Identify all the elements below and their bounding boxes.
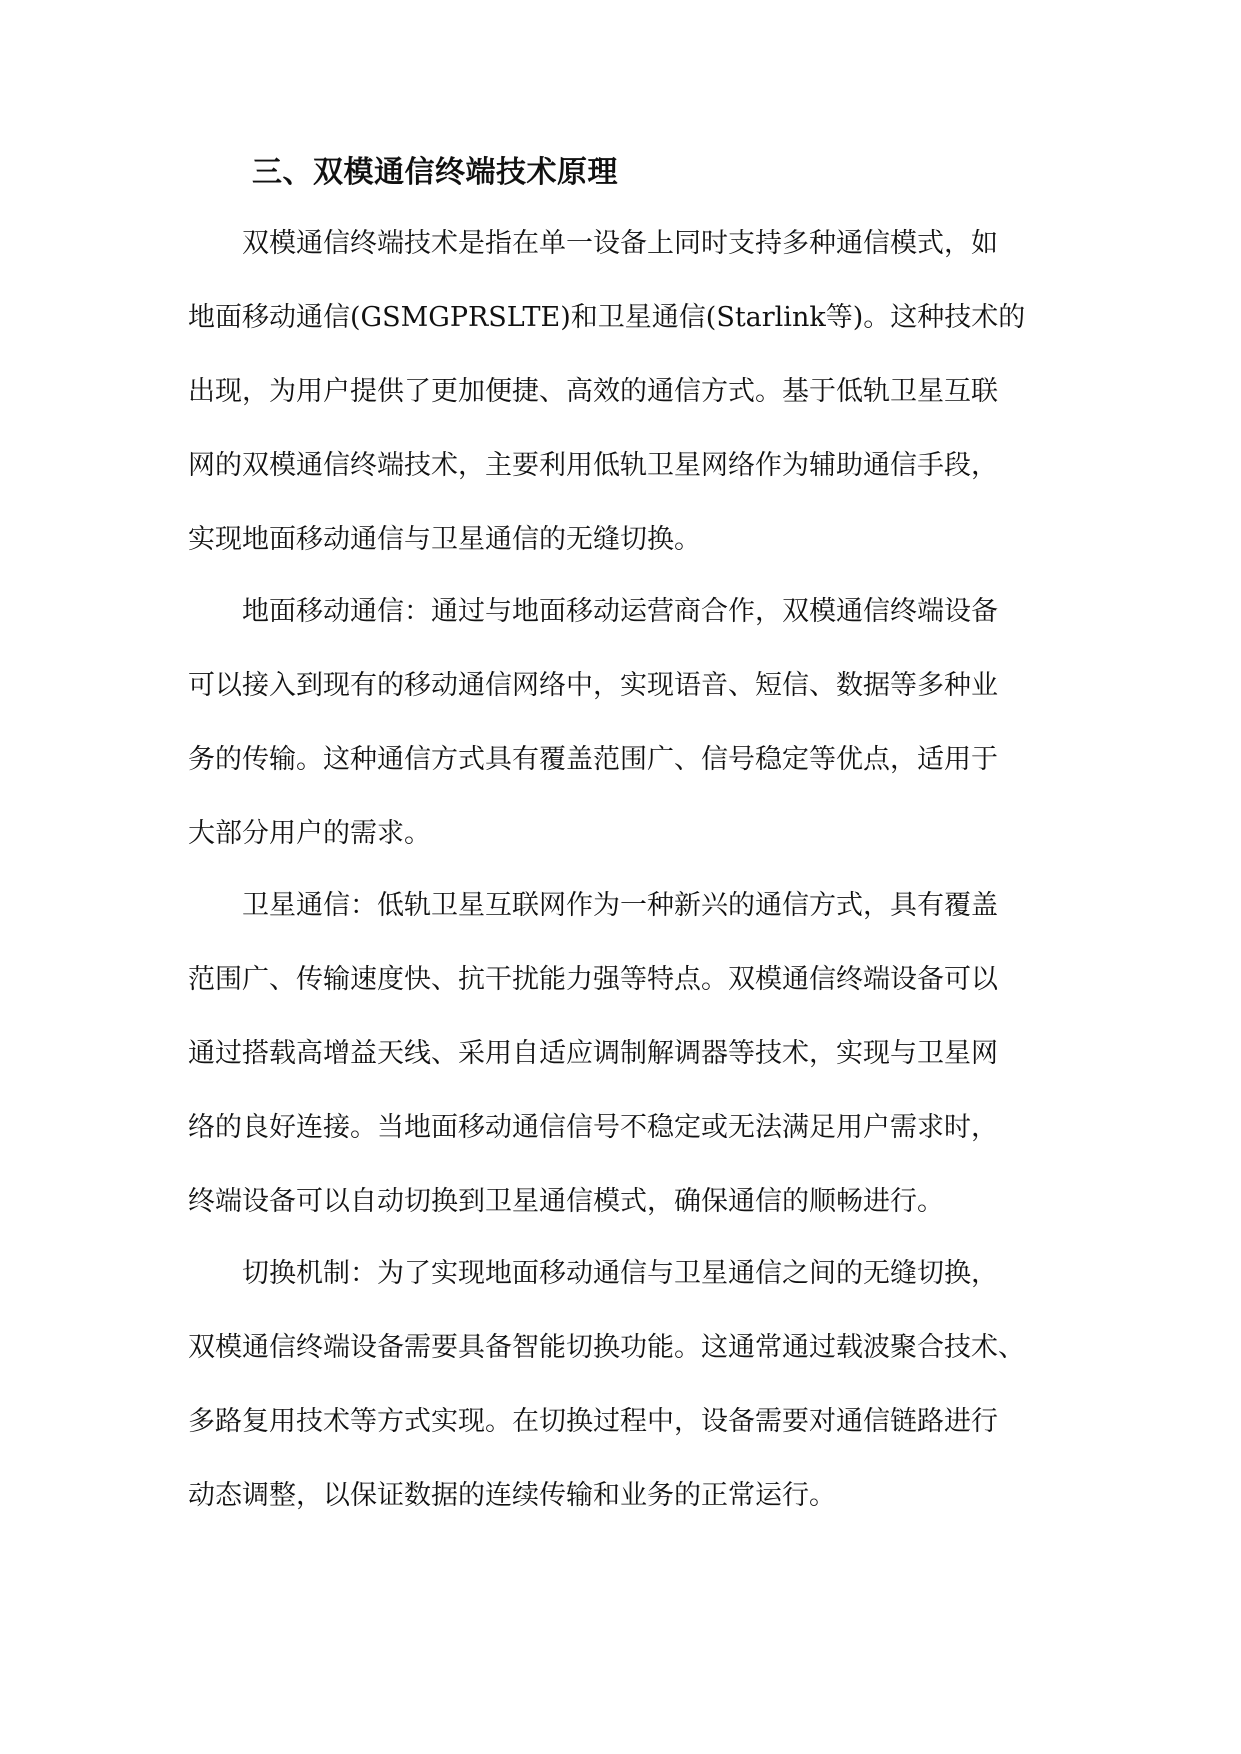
paragraph-text: [188, 575, 1050, 871]
paragraph-text: [188, 869, 1050, 1239]
paragraph-line: 切换机制：为了实现地面移动通信与卫星通信之间的无缝切换，: [242, 1258, 998, 1289]
paragraph-line: 多路复用技术等方式实现。在切换过程中，设备需要对通信链路进行: [188, 1406, 998, 1437]
section-heading: 三、双模通信终端技术原理: [252, 155, 618, 190]
paragraph-line: 务的传输。这种通信方式具有覆盖范围广、信号稳定等优点，适用于: [188, 744, 998, 775]
paragraph-line: 地面移动通信(GSMGPRSLTE)和卫星通信(Starlink等)。这种技术的: [188, 302, 1026, 333]
paragraph-line: 地面移动通信：通过与地面移动运营商合作，双模通信终端设备: [242, 596, 998, 627]
paragraph-line: 通过搭载高增益天线、采用自适应调制解调器等技术，实现与卫星网: [188, 1038, 998, 1069]
paragraph-line: 卫星通信：低轨卫星互联网作为一种新兴的通信方式，具有覆盖: [242, 890, 998, 921]
paragraph-2: [188, 575, 1050, 871]
paragraph-line: 大部分用户的需求。: [188, 818, 431, 849]
paragraph-line: 网的双模通信终端技术，主要利用低轨卫星网络作为辅助通信手段，: [188, 450, 998, 481]
paragraph-line: 实现地面移动通信与卫星通信的无缝切换。: [188, 524, 701, 555]
paragraph-line: 范围广、传输速度快、抗干扰能力强等特点。双模通信终端设备可以: [188, 964, 998, 995]
paragraph-line: 终端设备可以自动切换到卫星通信模式，确保通信的顺畅进行。: [188, 1186, 944, 1217]
paragraph-4: [188, 1237, 1050, 1533]
paragraph-line: 出现，为用户提供了更加便捷、高效的通信方式。基于低轨卫星互联: [188, 376, 998, 407]
paragraph-line: 络的良好连接。当地面移动通信信号不稳定或无法满足用户需求时，: [188, 1112, 998, 1143]
paragraph-line: 双模通信终端技术是指在单一设备上同时支持多种通信模式，如: [242, 228, 998, 259]
paragraph-1: [188, 207, 1050, 577]
paragraph-text: [188, 207, 1050, 577]
paragraph-line: 可以接入到现有的移动通信网络中，实现语音、短信、数据等多种业: [188, 670, 998, 701]
paragraph-3: [188, 869, 1050, 1239]
paragraph-line: 动态调整，以保证数据的连续传输和业务的正常运行。: [188, 1480, 836, 1511]
paragraph-text: [188, 1237, 1050, 1533]
paragraph-line: 双模通信终端设备需要具备智能切换功能。这通常通过载波聚合技术、: [188, 1332, 1025, 1363]
